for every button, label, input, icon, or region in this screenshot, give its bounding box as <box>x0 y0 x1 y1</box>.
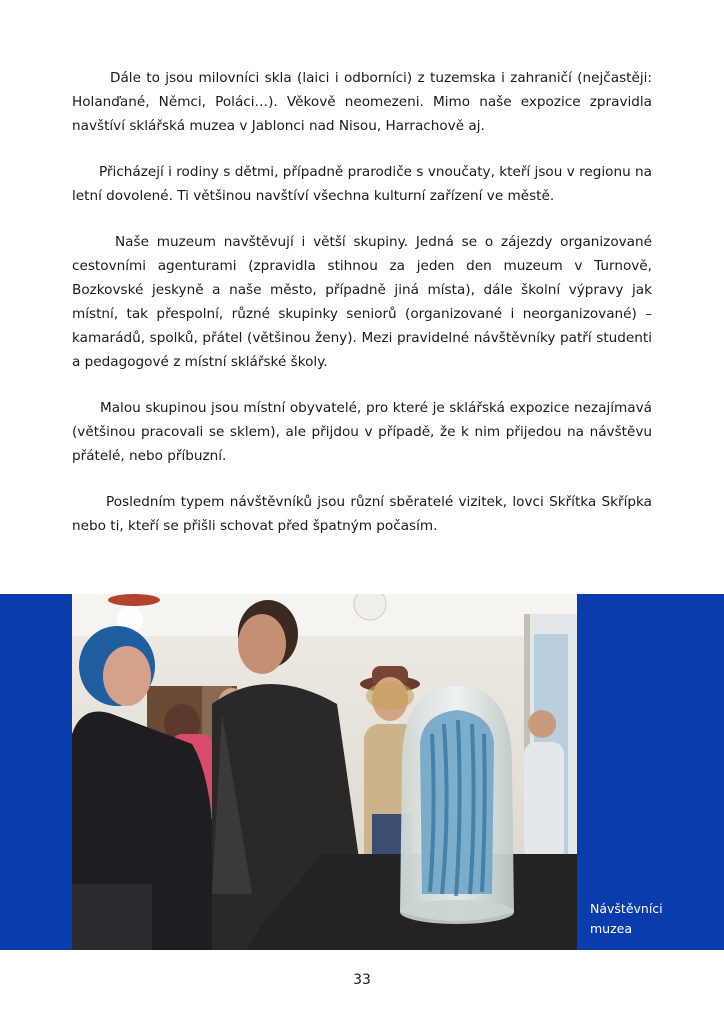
body-text <box>72 66 652 560</box>
paragraph-glass-lovers: Dále to jsou milovníci skla (laici i odborníci) z tuzemska i zahraničí (nejčastěji: Holanďané, Němci, Poláci…). Věkově neomezeni. Mimo naše expozice zpravidla navštíví sklářská muzea v Jablonci nad Nisou, Harrachově aj. <box>72 70 652 134</box>
paragraph-locals: Malou skupinou jsou místní obyvatelé, pro které je sklářská expozice nezajímavá (většinou pracovali se sklem), ale přijdou v případě, že k nim přijedou na návštěvu přátelé, nebo příbuzní. <box>72 400 652 464</box>
page-number: 33 <box>353 972 371 988</box>
photo-caption <box>590 899 710 939</box>
paragraph-families: Přicházejí i rodiny s dětmi, případně prarodiče s vnoučaty, kteří jsou v regionu na letní dovolené. Ti většinou navštíví všechna kulturní zařízení ve městě. <box>72 164 652 204</box>
paragraph-collectors: Posledním typem návštěvníků jsou různí sběratelé vizitek, lovci Skřítka Skřípka nebo ti, kteří se přišli schovat před špatným počasím. <box>72 494 652 534</box>
caption-line-1: Návštěvníci <box>590 901 663 916</box>
paragraph-groups: Naše muzeum navštěvují i větší skupiny. Jedná se o zájezdy organizované cestovními agenturami (zpravidla stihnou za jeden den muzeum v Turnově, Bozkovské jeskyně a naše město, případně jiná místa), dále školní výpravy jak místní, tak přespolní, různé skupinky seniorů (organizované i neorganizované) – kamarádů, spolků, přátel (většinou ženy). Mezi pravidelné návštěvníky patří studenti a pedagogové z místní sklářské školy. <box>72 234 652 370</box>
caption-line-2: muzea <box>590 921 633 936</box>
museum-visitors-photo <box>72 594 577 950</box>
